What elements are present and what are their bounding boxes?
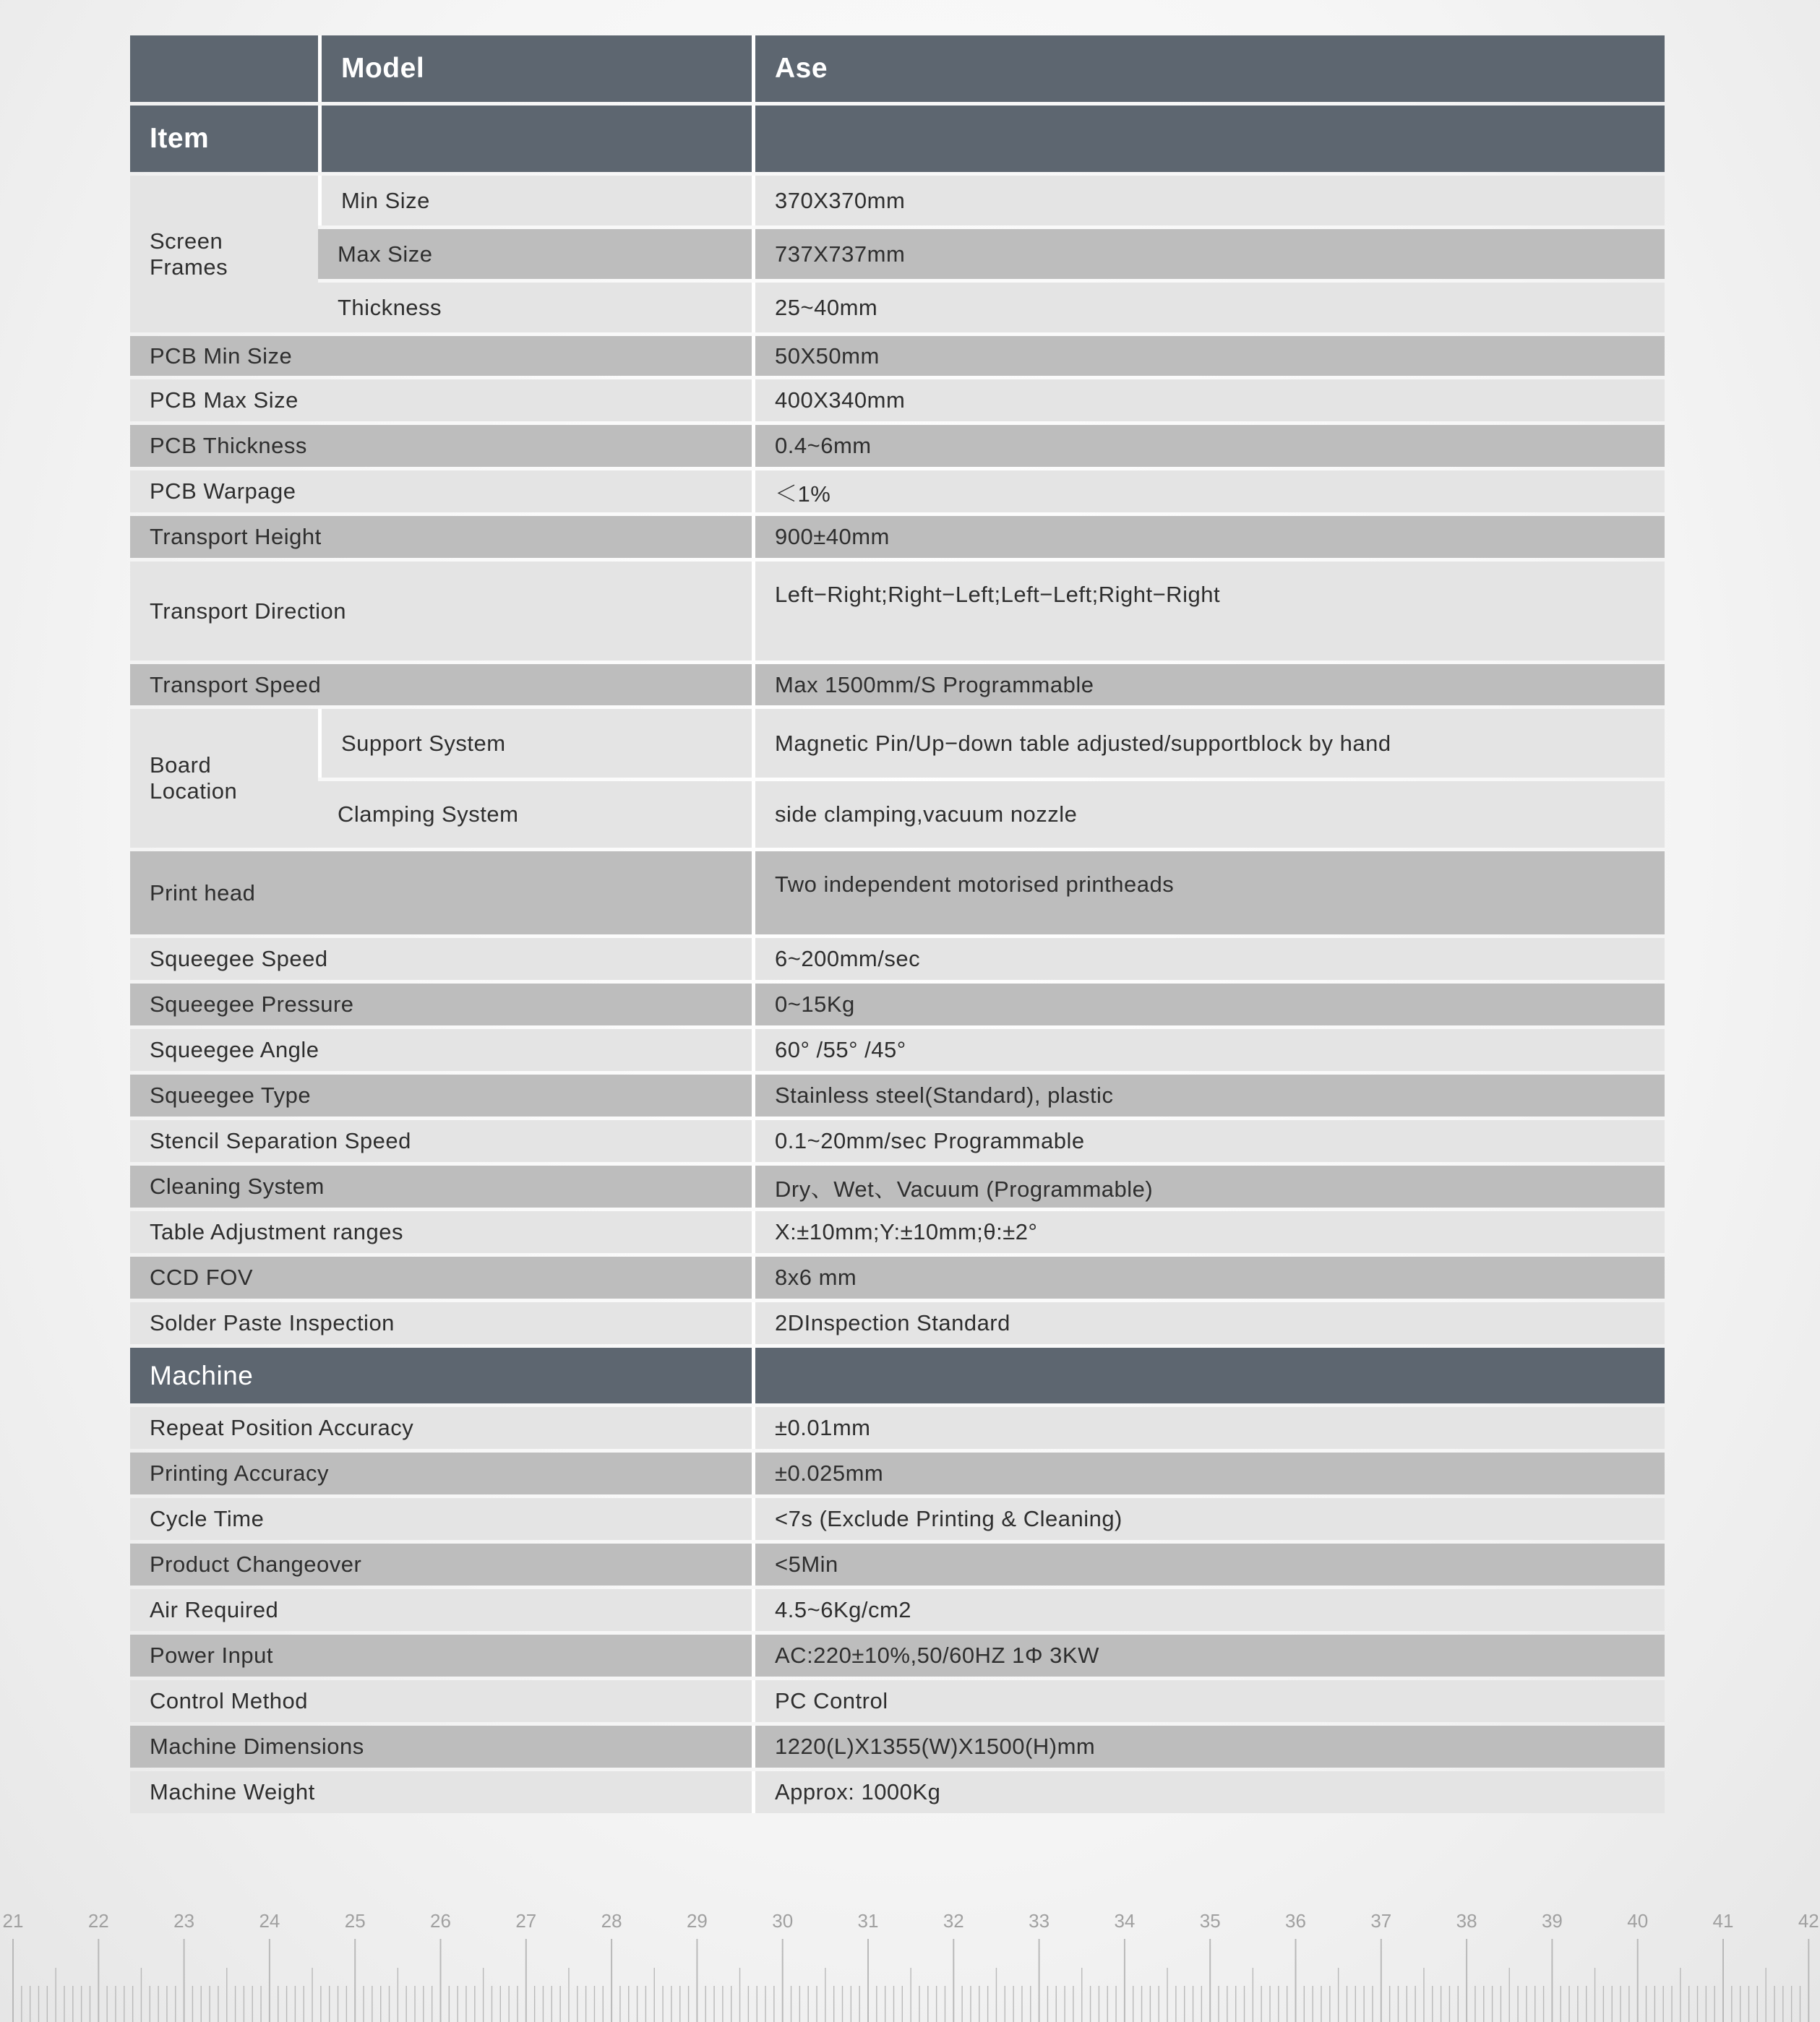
value-cell: 1220(L)X1355(W)X1500(H)mm (752, 1726, 1665, 1768)
table-row (130, 664, 1665, 705)
ruler-label: 21 (2, 1910, 24, 1932)
value-cell: PC Control (752, 1680, 1665, 1722)
item-cell: Transport Height (130, 516, 752, 558)
group-label: Screen Frames (130, 176, 318, 332)
item-cell: Min Size (318, 176, 752, 225)
table-row (130, 1257, 1665, 1299)
value-cell: 737X737mm (752, 229, 1665, 279)
ruler-label: 42 (1798, 1910, 1819, 1932)
table-row (130, 470, 1665, 512)
table-row (130, 516, 1665, 558)
ruler-label: 41 (1712, 1910, 1734, 1932)
value-cell: Approx: 1000Kg (752, 1771, 1665, 1813)
value-cell: 50X50mm (752, 336, 1665, 376)
ruler-label: 24 (259, 1910, 280, 1932)
ruler-label: 37 (1370, 1910, 1392, 1932)
table-row (130, 938, 1665, 980)
ruler-label: 27 (515, 1910, 537, 1932)
item-label: Item (130, 106, 318, 172)
value-cell: 4.5~6Kg/cm2 (752, 1589, 1665, 1631)
value-cell: Left−Right;Right−Left;Left−Left;Right−Right (752, 562, 1665, 661)
model-header-row (130, 35, 1665, 102)
item-cell: Cycle Time (130, 1498, 752, 1540)
value-cell: 6~200mm/sec (752, 938, 1665, 980)
ruler-label: 39 (1541, 1910, 1563, 1932)
value-cell: X:±10mm;Y:±10mm;θ:±2° (752, 1211, 1665, 1253)
ruler-label: 25 (344, 1910, 366, 1932)
ruler-label: 29 (686, 1910, 708, 1932)
item-cell: Air Required (130, 1589, 752, 1631)
table-row (130, 1075, 1665, 1117)
group-label: Board Location (130, 709, 318, 848)
value-cell: 0.1~20mm/sec Programmable (752, 1120, 1665, 1162)
value-cell: 60° /55° /45° (752, 1029, 1665, 1071)
value-cell: 8x6 mm (752, 1257, 1665, 1299)
table-row (130, 1120, 1665, 1162)
table-row (130, 1726, 1665, 1768)
item-cell: Squeegee Type (130, 1075, 752, 1117)
value-cell: 0.4~6mm (752, 425, 1665, 467)
table-row (130, 1680, 1665, 1722)
value-cell: <7s (Exclude Printing & Cleaning) (752, 1498, 1665, 1540)
item-cell: Repeat Position Accuracy (130, 1407, 752, 1449)
table-row (130, 229, 1665, 279)
item-cell: PCB Max Size (130, 379, 752, 421)
item-cell: Print head (130, 851, 752, 934)
item-cell: PCB Warpage (130, 470, 752, 512)
table-row (130, 176, 1665, 225)
value-cell: Max 1500mm/S Programmable (752, 664, 1665, 705)
ruler (0, 1908, 1820, 2022)
table-row (130, 1635, 1665, 1677)
ruler-label: 31 (857, 1910, 879, 1932)
model-label: Model (318, 35, 752, 102)
value-cell: Dry、Wet、Vacuum (Programmable) (752, 1166, 1665, 1208)
value-cell: 900±40mm (752, 516, 1665, 558)
table-row (130, 1453, 1665, 1494)
machine-section-label: Machine (130, 1348, 752, 1403)
value-cell: 0~15Kg (752, 984, 1665, 1025)
machine-section-row (130, 1348, 1665, 1403)
item-cell: Squeegee Speed (130, 938, 752, 980)
item-cell: Machine Dimensions (130, 1726, 752, 1768)
value-cell: 25~40mm (752, 283, 1665, 332)
table-row (130, 425, 1665, 467)
item-cell: Squeegee Angle (130, 1029, 752, 1071)
table-row (130, 1029, 1665, 1071)
corner-cell (130, 35, 318, 102)
table-row (130, 1302, 1665, 1344)
model-value: Ase (752, 35, 1665, 102)
item-cell: Printing Accuracy (130, 1453, 752, 1494)
item-header-row (130, 106, 1665, 172)
item-cell: Machine Weight (130, 1771, 752, 1813)
table-row (130, 781, 1665, 848)
table-row (130, 1166, 1665, 1208)
table-row (130, 1771, 1665, 1813)
ruler-label: 23 (173, 1910, 195, 1932)
ruler-label: 34 (1114, 1910, 1136, 1932)
ruler-label: 33 (1029, 1910, 1050, 1932)
item-cell: Squeegee Pressure (130, 984, 752, 1025)
value-cell: 2DInspection Standard (752, 1302, 1665, 1344)
table-row (130, 851, 1665, 934)
table-row (130, 1544, 1665, 1586)
table-row (130, 562, 1665, 661)
item-cell: Transport Direction (130, 562, 752, 661)
ruler-label: 35 (1199, 1910, 1221, 1932)
item-cell: Power Input (130, 1635, 752, 1677)
item-cell: PCB Min Size (130, 336, 752, 376)
item-cell: Stencil Separation Speed (130, 1120, 752, 1162)
ruler-label: 40 (1627, 1910, 1649, 1932)
table-row (130, 379, 1665, 421)
ruler-label: 32 (943, 1910, 964, 1932)
table-row (130, 1498, 1665, 1540)
value-cell: Magnetic Pin/Up−down table adjusted/supportblock by hand (752, 709, 1665, 778)
value-cell: ＜1% (752, 470, 1665, 512)
item-cell: Product Changeover (130, 1544, 752, 1586)
ruler-label: 26 (430, 1910, 451, 1932)
spec-table (130, 32, 1665, 1817)
item-cell: PCB Thickness (130, 425, 752, 467)
value-cell: 400X340mm (752, 379, 1665, 421)
table-row (130, 336, 1665, 376)
table-row (130, 709, 1665, 778)
value-cell: AC:220±10%,50/60HZ 1Φ 3KW (752, 1635, 1665, 1677)
value-cell: <5Min (752, 1544, 1665, 1586)
item-cell: Solder Paste Inspection (130, 1302, 752, 1344)
ruler-label: 36 (1285, 1910, 1306, 1932)
item-cell: Cleaning System (130, 1166, 752, 1208)
item-cell: Control Method (130, 1680, 752, 1722)
value-cell: ±0.025mm (752, 1453, 1665, 1494)
value-cell: 370X370mm (752, 176, 1665, 225)
item-cell: Transport Speed (130, 664, 752, 705)
item-cell: Thickness (318, 283, 752, 332)
table-row (130, 283, 1665, 332)
value-cell: ±0.01mm (752, 1407, 1665, 1449)
value-cell: side clamping,vacuum nozzle (752, 781, 1665, 848)
ruler-label: 28 (601, 1910, 622, 1932)
table-row (130, 1407, 1665, 1449)
ruler-label: 38 (1456, 1910, 1477, 1932)
table-row (130, 1211, 1665, 1253)
table-row (130, 984, 1665, 1025)
item-cell: Clamping System (318, 781, 752, 848)
ruler-label: 30 (772, 1910, 794, 1932)
item-cell: Max Size (318, 229, 752, 279)
ruler-label: 22 (87, 1910, 109, 1932)
item-cell: CCD FOV (130, 1257, 752, 1299)
item-cell: Table Adjustment ranges (130, 1211, 752, 1253)
table-row (130, 1589, 1665, 1631)
value-cell: Two independent motorised printheads (752, 851, 1665, 934)
item-cell: Support System (318, 709, 752, 778)
value-cell: Stainless steel(Standard), plastic (752, 1075, 1665, 1117)
